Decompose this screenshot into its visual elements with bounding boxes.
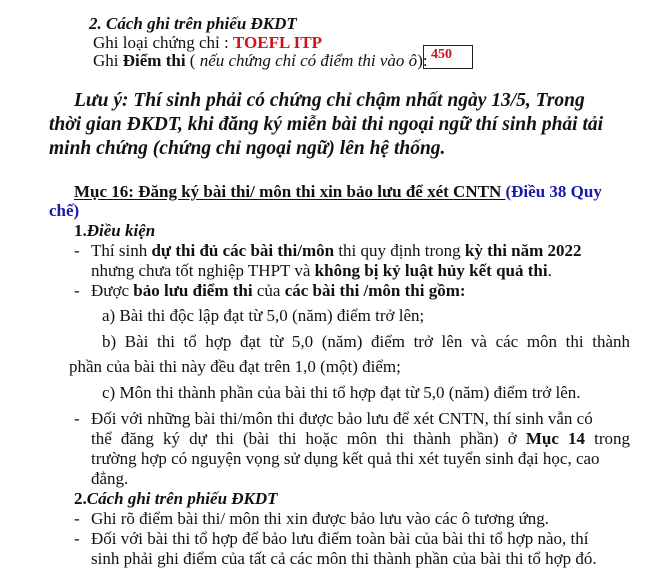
score-label-bold: Điểm thi (122, 51, 186, 70)
item-b-line-2: phần của bài thi này đều đạt trên 1,0 (một) điểm; (69, 357, 401, 376)
text-bold: không bị kỷ luật hủy kết quả thi (314, 261, 548, 280)
paren-open: ( (185, 51, 200, 70)
cert-type-label: Ghi loại chứng chỉ : (93, 33, 233, 52)
section16-ref: (Điều 38 Quy (505, 182, 602, 201)
text: thể đăng ký dự thi (bài thi hoặc môn thi thành phần) ở (91, 429, 526, 448)
cert-type-value: TOEFL ITP (233, 33, 322, 52)
text: Được (91, 281, 134, 300)
score-hint: nếu chứng chỉ có điểm thi vào ô (199, 51, 418, 70)
dash: - (74, 509, 80, 528)
paren-close: ): (417, 51, 428, 70)
bullet-3-line-4: đẳng. (91, 469, 129, 488)
text: . (547, 261, 552, 280)
section16-ref-cont: chế) (49, 201, 80, 220)
text: của (252, 281, 285, 300)
dash: - (74, 529, 80, 548)
score-box (423, 45, 473, 69)
bullet-5-line-2: sinh phải ghi điểm của tất cả các môn thi thành phần của bài thi tổ hợp đó. (91, 549, 597, 568)
text: Ghi rõ điểm bài thi/ môn thi xin được bảo lưu vào các ô tương ứng. (91, 509, 550, 528)
text-bold: các bài thi /môn thi gồm: (284, 281, 466, 300)
bullet-3 (74, 408, 593, 429)
heading-cach-ghi: 2. Cách ghi trên phiếu ĐKDT (89, 14, 297, 33)
note-line-1: Lưu ý: Thí sinh phải có chứng chỉ chậm nhất ngày 13/5, Trong (74, 90, 585, 111)
text-bold: kỳ thi năm 2022 (464, 241, 582, 260)
dash: - (74, 281, 80, 300)
sub2-number: 2. (74, 489, 87, 508)
text: thi quy định trong (334, 241, 465, 260)
subheading-dieu-kien (74, 220, 155, 241)
sub1-title: Điều kiện (86, 221, 156, 240)
bullet-1 (74, 240, 582, 261)
text: Thí sinh (91, 241, 152, 260)
bullet-4 (74, 508, 549, 529)
subheading-cach-ghi (74, 488, 278, 509)
score-line (93, 50, 428, 71)
score-label-prefix: Ghi (93, 51, 123, 70)
note-line-3: minh chứng (chứng chỉ ngoại ngữ) lên hệ thống. (49, 138, 446, 159)
text-bold: dự thi đủ các bài thi/môn (151, 241, 335, 260)
item-a: a) Bài thi độc lập đạt từ 5,0 (năm) điểm trở lên; (102, 306, 425, 325)
section16-title-text: Mục 16: Đăng ký bài thi/ môn thi xin bảo lưu để xét CNTN (74, 182, 506, 201)
note-line-2: thời gian ĐKDT, khi đăng ký miễn bài thi ngoại ngữ thí sinh phải tải (49, 114, 604, 135)
text-bold: Mục 14 (525, 429, 586, 448)
dash: - (74, 241, 80, 260)
item-b-line-1: b) Bài thi tổ hợp đạt từ 5,0 (năm) điểm trở lên và các môn thi thành (102, 332, 630, 351)
bullet-3-line-2 (91, 428, 630, 449)
sub2-title: Cách ghi trên phiếu ĐKDT (86, 489, 278, 508)
sub1-number: 1. (74, 221, 87, 240)
text: trong (585, 429, 631, 448)
section16-title (74, 181, 602, 202)
dash: - (74, 409, 80, 428)
item-c: c) Môn thi thành phần của bài thi tổ hợp đạt từ 5,0 (năm) điểm trở lên. (102, 383, 581, 402)
bullet-2 (74, 280, 466, 301)
text-bold: bảo lưu điểm thi (133, 281, 253, 300)
bullet-5 (74, 528, 588, 549)
bullet-1-line-2 (91, 260, 552, 281)
text: Đối với bài thi tổ hợp để bảo lưu điểm toàn bài của bài thi tổ hợp nào, thí (91, 529, 589, 548)
score-value: 450 (431, 47, 452, 62)
bullet-3-line-3: trường hợp có nguyện vọng sử dụng kết quả thi xét tuyển sinh đại học, cao (91, 449, 600, 468)
text: Đối với những bài thi/môn thi được bảo lưu để xét CNTN, thí sinh vẫn có (91, 409, 593, 428)
text: nhưng chưa tốt nghiệp THPT và (91, 261, 315, 280)
